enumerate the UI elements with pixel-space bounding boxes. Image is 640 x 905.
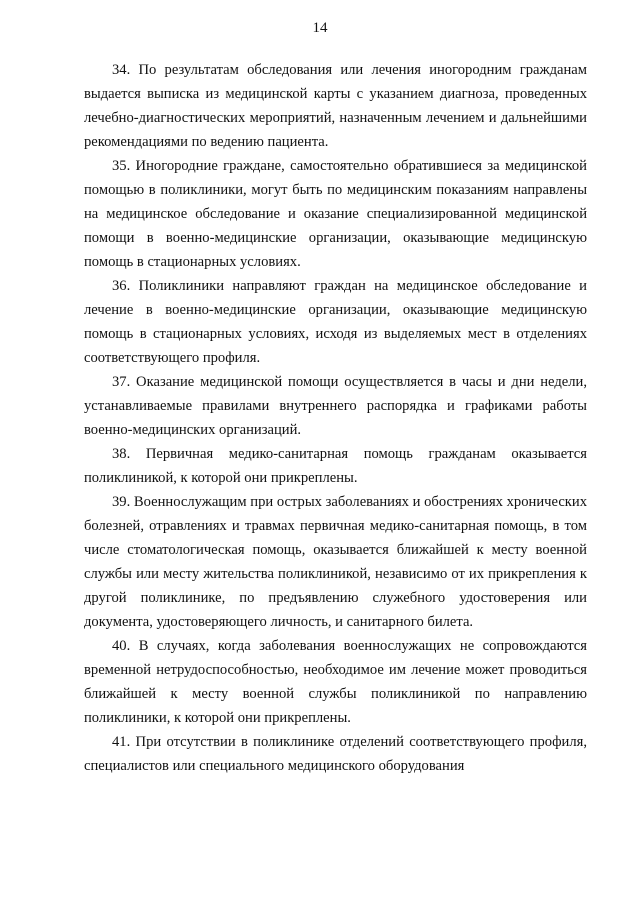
paragraph-41: 41. При отсутствии в поликлинике отделений соответствующего профиля, специалистов или специального медицинского оборудования	[84, 734, 587, 774]
paragraph-37: 37. Оказание медицинской помощи осуществляется в часы и дни недели, устанавливаемые правилами внутреннего распорядка и графиками работы военно-медицинских организаций.	[84, 374, 587, 438]
paragraph-39: 39. Военнослужащим при острых заболеваниях и обострениях хронических болезней, отравлениях и травмах первичная медико-санитарная помощь, в том числе стоматологическая помощь, оказывается ближайшей к месту военной службы или месту жительства поликлиникой, независимо от их прикрепления к другой поликлинике, по предъявлению служебного удостоверения или документа, удостоверяющего личность, и санитарного билета.	[84, 494, 587, 630]
paragraph-40: 40. В случаях, когда заболевания военнослужащих не сопровождаются временной нетрудоспособностью, необходимое им лечение может проводиться ближайшей к месту военной службы поликлиникой по направлению поликлиники, к которой они прикреплены.	[84, 638, 587, 726]
page-number: 14	[312, 20, 328, 36]
paragraph-35: 35. Иногородние граждане, самостоятельно обратившиеся за медицинской помощью в поликлиники, могут быть по медицинским показаниям направлены на медицинское обследование и оказание специализированной медицинской помощи в военно-медицинские организации, оказывающие медицинскую помощь в стационарных условиях.	[84, 158, 587, 270]
document-body	[84, 58, 587, 778]
paragraph-38: 38. Первичная медико-санитарная помощь гражданам оказывается поликлиникой, к которой они прикреплены.	[84, 446, 587, 486]
paragraph-36: 36. Поликлиники направляют граждан на медицинское обследование и лечение в военно-медицинские организации, оказывающие медицинскую помощь в стационарных условиях, исходя из выделяемых мест в отделениях соответствующего профиля.	[84, 278, 587, 366]
paragraph-34: 34. По результатам обследования или лечения иногородним гражданам выдается выписка из медицинской карты с указанием диагноза, проведенных лечебно-диагностических мероприятий, назначенным лечением и дальнейшими рекомендациями по ведению пациента.	[84, 62, 587, 150]
